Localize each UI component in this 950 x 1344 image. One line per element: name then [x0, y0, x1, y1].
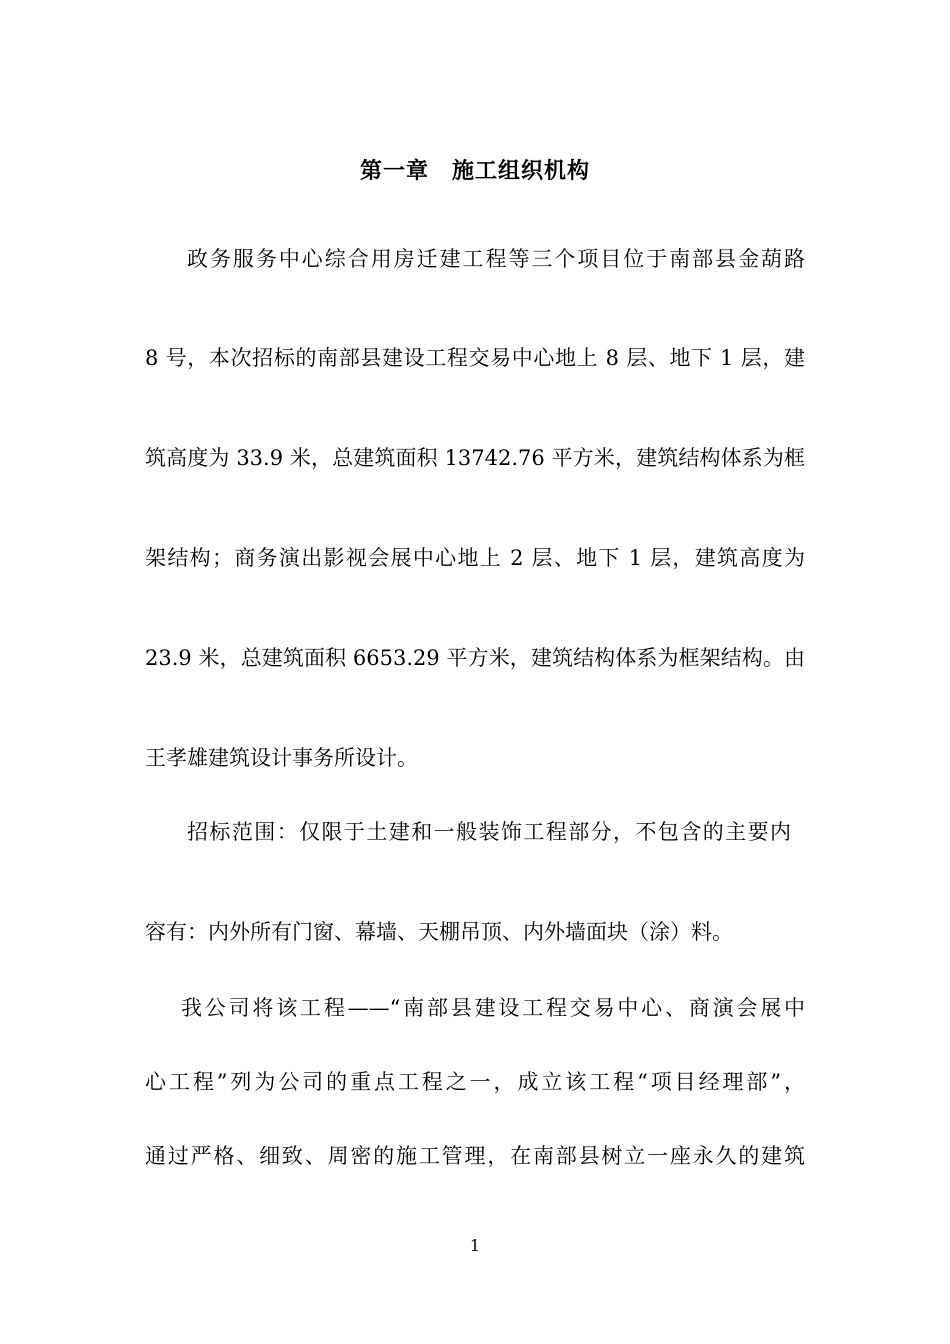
paragraph-3-line-3: 通过严格、细致、周密的施工管理，在南部县树立一座永久的建筑: [145, 1144, 805, 1168]
paragraph-3-line-1: 我公司将该工程——“南部县建设工程交易中心、商演会展中: [181, 996, 805, 1020]
paragraph-2-line-1: 招标范围：仅限于土建和一般装饰工程部分，不包含的主要内: [187, 820, 791, 844]
page-number: 1: [469, 1236, 481, 1255]
paragraph-2-line-2: 容有：内外所有门窗、幕墙、天棚吊顶、内外墙面块（涂）料。: [145, 920, 733, 944]
paragraph-1-line-4: 架结构；商务演出影视会展中心地上 2 层、地下 1 层，建筑高度为: [145, 546, 805, 570]
paragraph-1-line-3: 筑高度为 33.9 米，总建筑面积 13742.76 平方米，建筑结构体系为框: [145, 446, 805, 470]
chapter-title: 第一章 施工组织机构: [359, 159, 590, 184]
paragraph-1-line-6: 王孝雄建筑设计事务所设计。: [145, 746, 418, 770]
paragraph-1-line-1: 政务服务中心综合用房迁建工程等三个项目位于南部县金葫路: [187, 247, 805, 271]
paragraph-1-line-2: 8 号，本次招标的南部县建设工程交易中心地上 8 层、地下 1 层，建: [145, 346, 805, 370]
paragraph-3-line-2: 心工程”列为公司的重点工程之一，成立该工程“项目经理部”，: [145, 1070, 805, 1094]
paragraph-1-line-5: 23.9 米，总建筑面积 6653.29 平方米，建筑结构体系为框架结构。由: [145, 646, 805, 670]
